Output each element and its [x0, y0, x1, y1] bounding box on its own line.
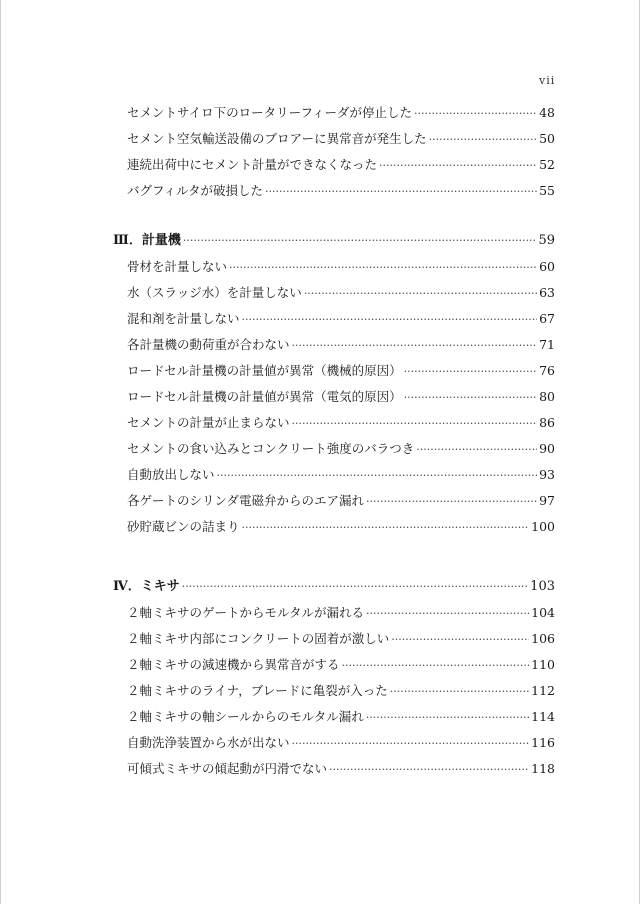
toc-entry[interactable]: [113, 306, 555, 332]
toc-entry-title: 自動洗浄装置から水が出ない: [127, 735, 290, 750]
toc-entry-title: ロードセル計量機の計量値が異常（機械的原因）: [127, 363, 402, 378]
toc-entry[interactable]: [113, 358, 555, 384]
toc-entry-title: 水（スラッジ水）を計量しない: [127, 285, 302, 300]
toc-entry-title: セメントの計量が止まらない: [127, 415, 290, 430]
toc-entry-page: 106: [531, 631, 555, 646]
dot-leader: [391, 627, 529, 653]
toc-entry-page: 93: [539, 467, 555, 482]
toc-entry-page: 52: [539, 157, 555, 172]
section-gap: [113, 540, 555, 574]
dot-leader: [404, 359, 537, 385]
toc-entry-title: 各計量機の動荷重が合わない: [127, 337, 290, 352]
dot-leader: [265, 179, 537, 205]
toc-entry-page: 114: [531, 709, 555, 724]
dot-leader: [183, 228, 537, 254]
toc-entry[interactable]: [113, 514, 555, 540]
toc-entry-page: 63: [539, 285, 555, 300]
dot-leader: [404, 385, 537, 411]
dot-leader: [242, 307, 538, 333]
toc-entry[interactable]: [113, 600, 555, 626]
dot-leader: [366, 705, 529, 731]
toc-entry[interactable]: [113, 436, 555, 462]
toc-entry-title: セメントの食い込みとコンクリート強度のバラつき: [127, 441, 415, 456]
toc-chapter-heading[interactable]: [113, 228, 555, 254]
toc-entry-page: 103: [530, 579, 555, 594]
dot-leader: [429, 127, 537, 153]
table-of-contents: [113, 100, 555, 782]
toc-entry-page: 67: [539, 311, 555, 326]
toc-entry[interactable]: [113, 126, 555, 152]
toc-entry-title: セメントサイロ下のロータリーフィーダが停止した: [127, 105, 413, 120]
dot-leader: [416, 437, 537, 463]
page-number: vii: [539, 74, 556, 87]
dot-leader: [414, 101, 537, 127]
toc-entry[interactable]: [113, 488, 555, 514]
toc-entry-title: ２軸ミキサ内部にコンクリートの固着が激しい: [127, 631, 390, 646]
dot-leader: [242, 515, 530, 541]
toc-entry-title: 混和剤を計量しない: [127, 311, 240, 326]
toc-entry-page: 104: [531, 605, 555, 620]
toc-entry-title: ２軸ミキサの軸シールからのモルタル漏れ: [127, 709, 364, 724]
dot-leader: [390, 679, 529, 705]
dot-leader: [292, 731, 530, 757]
toc-entry[interactable]: [113, 152, 555, 178]
toc-entry[interactable]: [113, 100, 555, 126]
toc-entry[interactable]: [113, 410, 555, 436]
toc-entry-page: 60: [539, 259, 555, 274]
toc-entry-page: 55: [539, 183, 555, 198]
dot-leader: [182, 574, 528, 600]
toc-entry[interactable]: [113, 678, 555, 704]
dot-leader: [329, 757, 529, 783]
toc-entry-page: 59: [538, 233, 555, 248]
toc-entry-page: 80: [539, 389, 555, 404]
toc-entry-title: 自動放出しない: [127, 467, 215, 482]
toc-entry[interactable]: [113, 756, 555, 782]
toc-entry-title: 可傾式ミキサの傾起動が円滑でない: [127, 761, 328, 776]
toc-entry-title: 各ゲートのシリンダ電磁弁からのエア漏れ: [127, 493, 365, 508]
dot-leader: [379, 153, 537, 179]
toc-entry-title: Ⅳ．ミキサ: [113, 579, 180, 594]
toc-entry-title: ２軸ミキサのゲートからモルタルが漏れる: [127, 605, 365, 620]
dot-leader: [292, 333, 538, 359]
dot-leader: [304, 281, 537, 307]
toc-entry[interactable]: [113, 254, 555, 280]
toc-entry-title: Ⅲ．計量機: [113, 233, 181, 248]
toc-entry-page: 71: [539, 337, 555, 352]
toc-entry-title: ２軸ミキサの減速機から異常音がする: [127, 657, 340, 672]
toc-entry[interactable]: [113, 462, 555, 488]
toc-entry-page: 48: [539, 105, 555, 120]
toc-entry-page: 90: [539, 441, 555, 456]
toc-entry[interactable]: [113, 178, 555, 204]
toc-entry-title: 連続出荷中にセメント計量ができなくなった: [127, 157, 378, 172]
toc-entry-page: 110: [531, 657, 555, 672]
toc-entry-page: 86: [539, 415, 555, 430]
toc-entry-page: 112: [531, 683, 555, 698]
dot-leader: [366, 601, 529, 627]
dot-leader: [342, 653, 530, 679]
toc-chapter-heading[interactable]: [113, 574, 555, 600]
dot-leader: [229, 255, 537, 281]
toc-entry[interactable]: [113, 730, 555, 756]
toc-entry[interactable]: [113, 652, 555, 678]
toc-entry[interactable]: [113, 704, 555, 730]
toc-entry[interactable]: [113, 332, 555, 358]
toc-entry-title: 骨材を計量しない: [127, 259, 228, 274]
section-gap: [113, 204, 555, 228]
toc-entry-title: ロードセル計量機の計量値が異常（電気的原因）: [127, 389, 402, 404]
toc-entry-page: 116: [531, 735, 555, 750]
toc-entry-title: セメント空気輸送設備のブロアーに異常音が発生した: [127, 131, 427, 146]
dot-leader: [292, 411, 538, 437]
toc-entry[interactable]: [113, 384, 555, 410]
toc-entry-page: 76: [539, 363, 555, 378]
toc-entry-page: 50: [539, 131, 555, 146]
toc-entry-title: 砂貯蔵ビンの詰まり: [127, 519, 240, 534]
toc-entry-page: 118: [531, 761, 555, 776]
toc-entry[interactable]: [113, 626, 555, 652]
toc-entry[interactable]: [113, 280, 555, 306]
toc-entry-title: ２軸ミキサのライナ，ブレードに亀裂が入った: [127, 683, 388, 698]
dot-leader: [366, 489, 537, 515]
toc-entry-page: 97: [539, 493, 555, 508]
toc-entry-page: 100: [531, 519, 555, 534]
dot-leader: [217, 463, 538, 489]
toc-entry-title: バグフィルタが破損した: [127, 183, 264, 198]
